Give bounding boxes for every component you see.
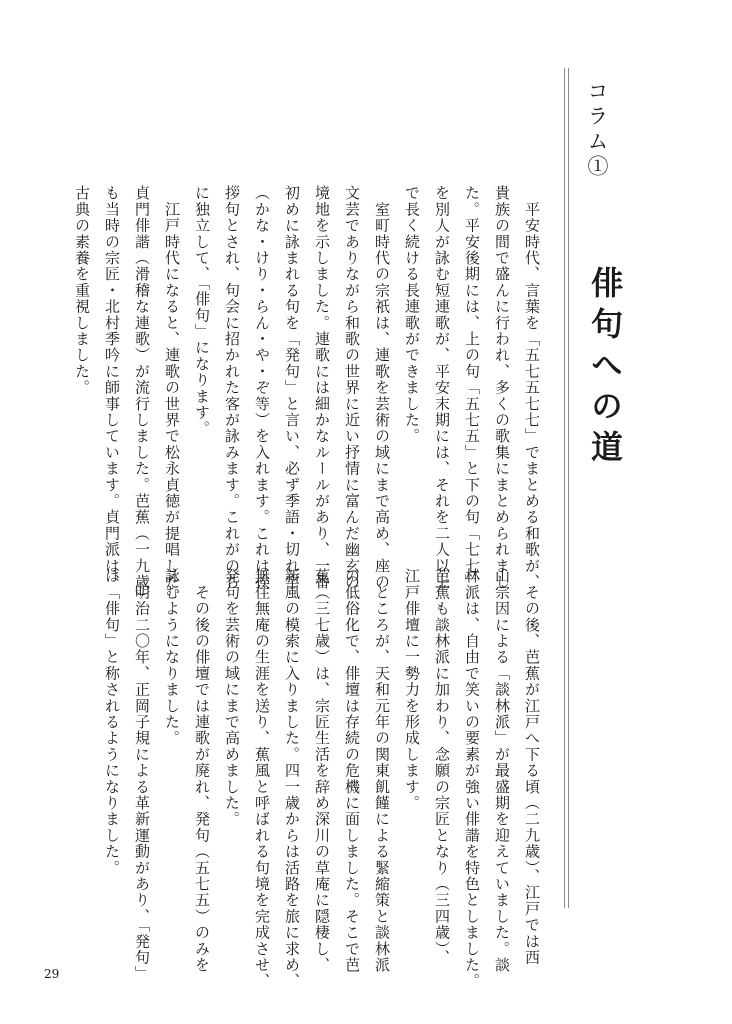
text-line: 無住無庵の生涯を送り、蕉風と呼ばれる句境を完成させ、 [253,568,271,990]
text-line: 林派は、自由で笑いの要素が強い俳諧を特色としました。 [463,568,481,990]
text-line: その後の俳壇では連歌が廃れ、発句（五七五）のみを [193,568,211,973]
body-text-top [67,185,547,607]
text-line: た。平安後期には、上の句「五七五」と下の句「七七」 [463,185,481,590]
text-line: 初めに詠まれる句を「発句」と言い、必ず季語・切れ字 [283,185,301,590]
text-line: 貞門俳諧（滑稽な連歌）が流行しました。芭蕉（一九歳） [133,185,151,607]
column-title: 俳句への道 [586,266,624,471]
text-line: 発句を芸術の域にまで高めました。 [223,568,241,828]
text-line: 室町時代の宗祇は、連歌を芸術の域にまで高め、座の [373,185,391,590]
text-line: 芭蕉も談林派に加わり、念願の宗匠となり（三四歳）、 [433,568,451,966]
body-text-bottom [97,568,547,990]
text-line: （かな・けり・らん・や・ぞ等）を入れます。これは挨 [253,185,271,590]
text-line: ところが、天和元年の関東飢饉による緊縮策と談林派 [373,568,391,973]
text-line: 古典の素養を重視しました。 [73,185,91,396]
text-line: 平安時代、言葉を「五七五七七」でまとめる和歌が、 [523,185,541,590]
text-line: 詠むようになりました。 [163,568,181,747]
text-line: 蕉（三七歳）は、宗匠生活を辞め深川の草庵に隠棲し、 [313,568,331,973]
text-line: 明治二〇年、正岡子規による革新運動があり、「発句」 [133,568,151,982]
text-line: に独立して、「俳句」になります。 [193,185,211,437]
text-line: 文芸でありながら和歌の世界に近い抒情に富んだ幽玄の [343,185,361,590]
text-line: 江戸時代になると、連歌の世界で松永貞徳が提唱した [163,185,181,590]
text-line: は「俳句」と称されるようになりました。 [103,568,121,876]
text-line: 江戸俳壇に一勢力を形成します。 [403,568,421,811]
page-number: 29 [44,967,60,981]
title-rule-right [568,68,569,908]
text-line: の低俗化で、俳壇は存続の危機に面しました。そこで芭 [343,568,361,973]
text-line: も当時の宗匠・北村季吟に師事しています。貞門派は、 [103,185,121,590]
text-line: 貴族の間で盛んに行われ、多くの歌集にまとめられまし [493,185,511,590]
text-line: その後、芭蕉が江戸へ下る頃（二九歳）、江戸では西 [523,568,541,966]
text-line: 新風の模索に入りました。四一歳からは活路を旅に求め、 [283,568,301,990]
column-title-band [562,68,626,908]
text-line: で長く続ける長連歌ができました。 [403,185,421,445]
text-line: 境地を示しました。連歌には細かなルールがあり、一番 [313,185,331,590]
text-line: 拶句とされ、句会に招かれた客が詠みます。これがのち [223,185,241,590]
title-rule-left [564,68,565,908]
text-line: 山宗因による「談林派」が最盛期を迎えていました。談 [493,568,511,973]
column-label: コラム① [585,80,609,180]
text-line: を別人が詠む短連歌が、平安末期には、それを二人以上 [433,185,451,590]
